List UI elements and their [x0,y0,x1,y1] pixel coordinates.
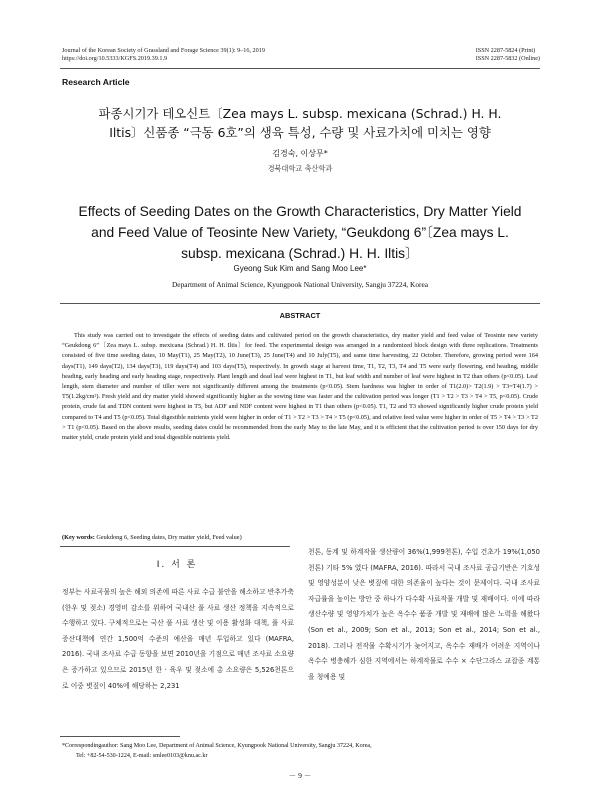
body-column-left [62,585,294,694]
section-heading-introduction: Ⅰ. 서 론 [156,560,198,570]
introduction-paragraph-left: 정부는 사료곡물의 높은 해외 의존에 따른 사료 수급 불안을 해소하고 반추가축(한우 및 젖소) 경영비 감소를 위하여 국내산 풀 사료 생산 정책을 지속적으로 수행하고 있다. 구체적으로는 국산 풀 사료 생산 및 이용 활성화 대책, 풀 사료 증산대책에 연간 1,500억 수준의 예산을 매년 투입하고 있다 (MAFRA, 2016). 국내 조사료 수급 동향을 보면 2010년을 기점으로 매년 조사료 소요량은 증가하고 있으므로 2015년 한 · 육우 및 젖소에 총 소요량은 5,526천톤으로 이중 볏짚이 40%에 해당하는 2,231 [62,588,294,690]
english-affiliation: Department of Animal Science, Kyungpook National University, Sangju 37224, Korea [171,280,429,289]
korean-affiliation: 경북대학교 축산학과 [267,164,333,173]
issn-online: ISSN 2287-5832 (Online) [475,55,540,63]
footnote-line1: *Correspondingauthor: Sang Moo Lee, Department of Animal Science, Kyungpook National University, Sangju 37224, Korea, [62,743,372,749]
corresponding-author-footnote [62,741,538,761]
abstract-top-rule [60,303,540,304]
keywords [62,534,538,541]
keywords-list: Geukdong 6, Seeding dates, Dry matter yield, Feed value) [96,534,242,541]
abstract-heading: ABSTRACT [279,311,321,320]
keywords-label: (Key words: [62,534,95,541]
abstract-text: This study was carried out to investigate the effects of seeding dates and cultivated period on the growth characteristics, dry matter yield and feed value of Teosinte new variety “Geukdong 6”〔Zea mays L. subsp. mexicana (Schrad.) H. H. Iltis〕for feed. The experimental design was arranged in a randomized block design with three replications. Treatments consisted of five time seeding dates, 10 May(T1), 25 May(T2), 10 June(T3), 25 June(T4) and 10 July(T5), and same time harvesting, 22 October. Therefore, growing period were 164 days(T1), 149 days(T2), 134 days(T3), 119 days(T4) and 103 days(T5), respectively. In growth stage at harvest time, T1, T2, T3, T4 and T5 were early flowering, end heading, middle heading, early heading and early heading stage, respectively. Plant length and dead leaf were highest in T1, but leaf width and number of leaf were highest in T2 than others (p<0.05). Leaf length, stem diameter and number of tiller were not significantly different among the treatments (p<0.05). Stem hardness was higher in order of T1(2.0)> T2(1.9) > T3=T4(1.7) > T5(1.2kg/cm²). Fresh yield and dry matter yield showed significantly higher as the sowing time was faster and the cultivation period was longer (T1 > T2 > T3 > T4 > T5, p<0.05). Crude protein, crude fat and TDN content were highest in T5, but ADF and NDF content were highest in T1 than others (p<0.05). T1, T2 and T3 showed significantly higher crude protein yield compared to T4 and T5 (p<0.05). Total digestible nutrients yield were higher in order of T1 > T2 > T3 > T4 > T5 (p<0.05), and relative feed value were higher in order of T5 > T4 > T3 > T2 > T1 (p<0.05). Based on the above results, seeding dates could be recommended from the early May to the late May, and it is efficient that the cultivation period is over 150 days for dry matter yield, crude protein yield and total digestible nutrients yield. [62,332,538,442]
korean-title [70,104,530,142]
introduction-paragraph-right: 천톤, 동계 및 하계작물 생산량이 36%(1,999천톤), 수입 건초가 19%(1,050천톤) 기타 5% 였다 (MAFRA, 2016). 따라서 국내 조사료 공급기반은 기호성 및 영양성분이 낮은 볏짚에 대한 의존율이 높다는 것이 문제이다. 국내 조사료 자급률을 높이는 방안 중 하나가 다수확 사료작물 개발 및 재배이다. 이에 따라 생산수량 및 영양가치가 높은 옥수수 품종 개발 및 재배에 많은 노력을 해왔다(Son et al., 2009; Son et al., 2013; Son et al., 2014; Son et al., 2018). 그러나 전작물 수확시기가 늦어지고, 옥수수 재배가 어려운 지역이나 옥수수 병충해가 심한 지역에서는 하계작물로 수수 × 수단그라스 교잡종 계통을 청예용 및 [308,548,540,681]
footnote-rule [60,736,180,737]
footnote-line2: Tel: +82-54-530-1224, E-mail: smlee0103@knu.ac.kr [76,753,208,759]
korean-authors: 김경숙, 이상무* [272,149,328,158]
body-column-right [308,545,540,685]
doi-link[interactable]: https://doi.org/10.5333/KGFS.2019.39.1.9 [62,55,168,63]
english-title-line2: and Feed Value of Teosinte New Variety, “Geukdong 6”〔Zea mays L. [91,225,509,240]
english-title [56,201,544,264]
journal-header-left [62,47,265,63]
korean-title-line2: Iltis〕신품종 “극동 6호”의 생육 특성, 수량 및 사료가치에 미치는 영향 [109,125,491,140]
korean-title-line1: 파종시기가 테오신트〔Zea mays L. subsp. mexicana (Schrad.) H. H. [98,106,502,121]
header-divider [60,68,540,69]
abstract-body [62,331,538,443]
english-title-line3: subsp. mexicana (Schrad.) H. H. Iltis〕 [181,246,419,261]
issn-print: ISSN 2287-5824 (Print) [475,47,536,54]
english-title-line1: Effects of Seeding Dates on the Growth Characteristics, Dry Matter Yield [78,204,522,219]
page-number: － 9 － [288,771,312,780]
abstract-bottom-rule [60,546,290,547]
article-type: Research Article [62,77,130,87]
journal-header-right [476,47,540,63]
english-authors: Gyeong Suk Kim and Sang Moo Lee* [233,264,367,273]
journal-citation: Journal of the Korean Society of Grassland and Forage Science 39(1): 9–16, 2019 [62,47,265,54]
